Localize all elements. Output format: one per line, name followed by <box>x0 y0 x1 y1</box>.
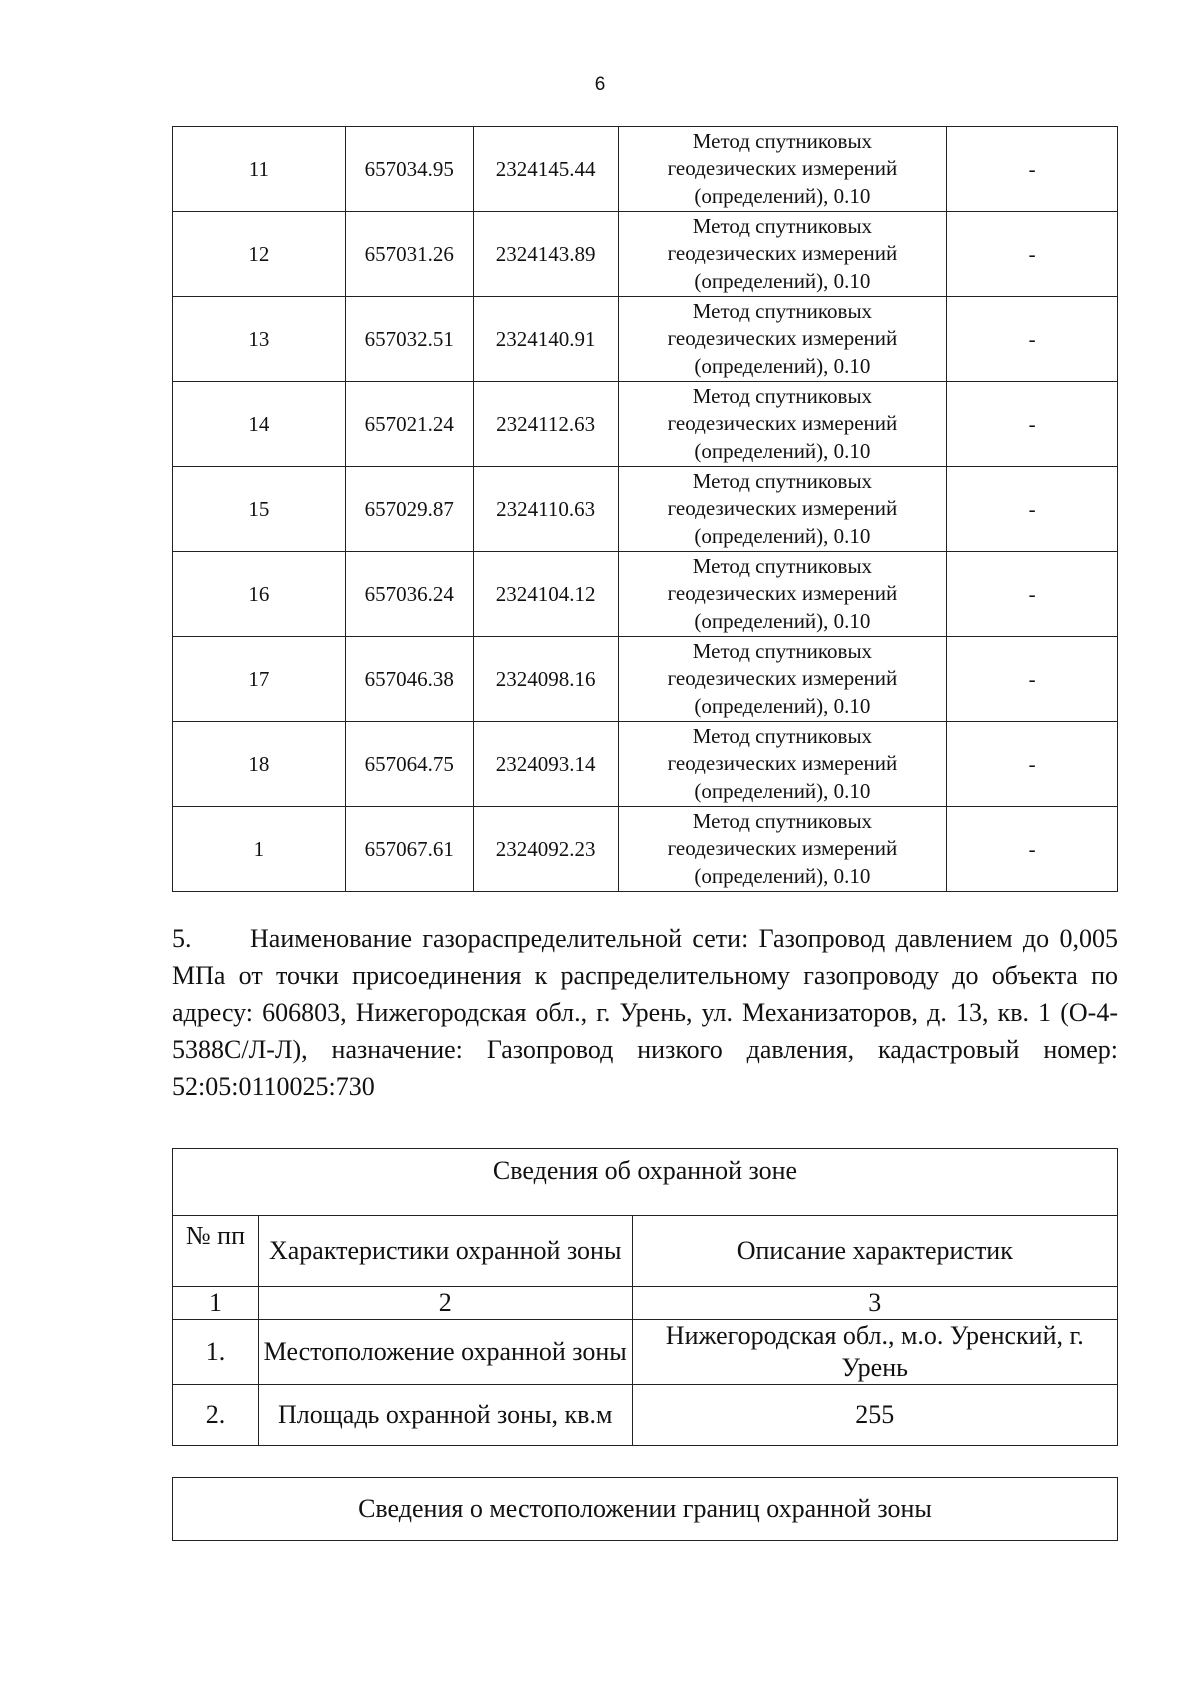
section-5-paragraph <box>172 920 1118 1105</box>
note-cell: - <box>947 722 1118 807</box>
note-cell: - <box>947 467 1118 552</box>
row-characteristic: Площадь охранной зоны, кв.м <box>258 1385 632 1446</box>
page-number: 6 <box>594 74 606 95</box>
note-cell: - <box>947 127 1118 212</box>
method-line: (определений), 0.10 <box>694 438 871 463</box>
method-line: геодезических измерений <box>667 326 898 351</box>
header-description: Описание характеристик <box>632 1216 1117 1287</box>
row-description: Нижегородская обл., м.о. Уренский, г. Урень <box>632 1320 1117 1385</box>
coordinate-row <box>173 127 1118 212</box>
coord-x-cell: 657021.24 <box>345 382 473 467</box>
method-line: Метод спутниковых <box>692 298 873 323</box>
coord-y-cell: 2324092.23 <box>473 807 618 892</box>
method-line: Метод спутниковых <box>692 553 873 578</box>
coordinates-table-body <box>173 127 1118 892</box>
method-line: Метод спутниковых <box>692 808 873 833</box>
row-characteristic: Местоположение охранной зоны <box>258 1320 632 1385</box>
method-line: Метод спутниковых <box>692 128 873 153</box>
method-cell <box>618 212 947 297</box>
note-cell: - <box>947 212 1118 297</box>
coord-y-cell: 2324110.63 <box>473 467 618 552</box>
method-cell <box>618 722 947 807</box>
coord-x-cell: 657029.87 <box>345 467 473 552</box>
method-line: геодезических измерений <box>667 156 898 181</box>
bounds-table-title: Сведения о местоположении границ охранной зоны <box>173 1478 1118 1541</box>
coord-y-cell: 2324145.44 <box>473 127 618 212</box>
method-cell <box>618 807 947 892</box>
coordinate-row <box>173 212 1118 297</box>
method-cell <box>618 297 947 382</box>
section-text: Наименование газораспределительной сети: Газопровод давлением до 0,005 МПа от точки присоединения к распределительному газопроводу до объекта по адресу: 606803, Нижегородская обл., г. Урень, ул. Механизаторов, д. 13, кв. 1 (О-4-5388С/Л-Л), назначение: Газопровод низкого давления, кадастровый номер: 52:05:0110025:730 <box>172 924 1118 1101</box>
header-number: № пп <box>173 1216 259 1287</box>
method-cell <box>618 637 947 722</box>
method-line: Метод спутниковых <box>692 468 873 493</box>
method-line: Метод спутниковых <box>692 723 873 748</box>
point-number-cell: 14 <box>173 382 346 467</box>
point-number-cell: 18 <box>173 722 346 807</box>
coordinate-row <box>173 552 1118 637</box>
method-line: геодезических измерений <box>667 751 898 776</box>
method-line: (определений), 0.10 <box>694 268 871 293</box>
method-line: геодезических измерений <box>667 411 898 436</box>
index-cell: 1 <box>173 1287 259 1320</box>
method-cell <box>618 552 947 637</box>
coordinates-table <box>172 126 1118 892</box>
coord-y-cell: 2324140.91 <box>473 297 618 382</box>
index-cell: 2 <box>258 1287 632 1320</box>
method-line: (определений), 0.10 <box>694 863 871 888</box>
coordinate-row <box>173 722 1118 807</box>
point-number-cell: 13 <box>173 297 346 382</box>
protection-zone-table <box>172 1148 1118 1446</box>
coord-x-cell: 657034.95 <box>345 127 473 212</box>
method-line: (определений), 0.10 <box>694 523 871 548</box>
method-line: (определений), 0.10 <box>694 778 871 803</box>
coordinate-row <box>173 382 1118 467</box>
coordinate-row <box>173 467 1118 552</box>
coord-x-cell: 657036.24 <box>345 552 473 637</box>
header-characteristics: Характеристики охранной зоны <box>258 1216 632 1287</box>
point-number-cell: 15 <box>173 467 346 552</box>
method-line: геодезических измерений <box>667 836 898 861</box>
method-line: Метод спутниковых <box>692 213 873 238</box>
coord-y-cell: 2324104.12 <box>473 552 618 637</box>
coordinate-row <box>173 297 1118 382</box>
section-number: 5. <box>172 924 192 953</box>
row-description: 255 <box>632 1385 1117 1446</box>
coord-x-cell: 657046.38 <box>345 637 473 722</box>
method-cell <box>618 382 947 467</box>
coord-x-cell: 657032.51 <box>345 297 473 382</box>
method-line: геодезических измерений <box>667 581 898 606</box>
method-line: (определений), 0.10 <box>694 183 871 208</box>
point-number-cell: 1 <box>173 807 346 892</box>
row-number: 1. <box>173 1320 259 1385</box>
note-cell: - <box>947 807 1118 892</box>
coord-y-cell: 2324098.16 <box>473 637 618 722</box>
coordinate-row <box>173 637 1118 722</box>
index-cell: 3 <box>632 1287 1117 1320</box>
point-number-cell: 11 <box>173 127 346 212</box>
method-line: Метод спутниковых <box>692 383 873 408</box>
zone-table-title: Сведения об охранной зоне <box>173 1149 1118 1216</box>
note-cell: - <box>947 297 1118 382</box>
point-number-cell: 17 <box>173 637 346 722</box>
note-cell: - <box>947 382 1118 467</box>
note-cell: - <box>947 552 1118 637</box>
coord-x-cell: 657067.61 <box>345 807 473 892</box>
method-line: геодезических измерений <box>667 496 898 521</box>
method-line: (определений), 0.10 <box>694 608 871 633</box>
method-line: Метод спутниковых <box>692 638 873 663</box>
coord-x-cell: 657031.26 <box>345 212 473 297</box>
zone-boundaries-table <box>172 1477 1118 1541</box>
method-cell <box>618 127 947 212</box>
method-line: (определений), 0.10 <box>694 693 871 718</box>
coord-x-cell: 657064.75 <box>345 722 473 807</box>
coord-y-cell: 2324112.63 <box>473 382 618 467</box>
point-number-cell: 16 <box>173 552 346 637</box>
point-number-cell: 12 <box>173 212 346 297</box>
method-line: (определений), 0.10 <box>694 353 871 378</box>
coord-y-cell: 2324093.14 <box>473 722 618 807</box>
method-cell <box>618 467 947 552</box>
coord-y-cell: 2324143.89 <box>473 212 618 297</box>
coordinate-row <box>173 807 1118 892</box>
note-cell: - <box>947 637 1118 722</box>
row-number: 2. <box>173 1385 259 1446</box>
method-line: геодезических измерений <box>667 666 898 691</box>
method-line: геодезических измерений <box>667 241 898 266</box>
